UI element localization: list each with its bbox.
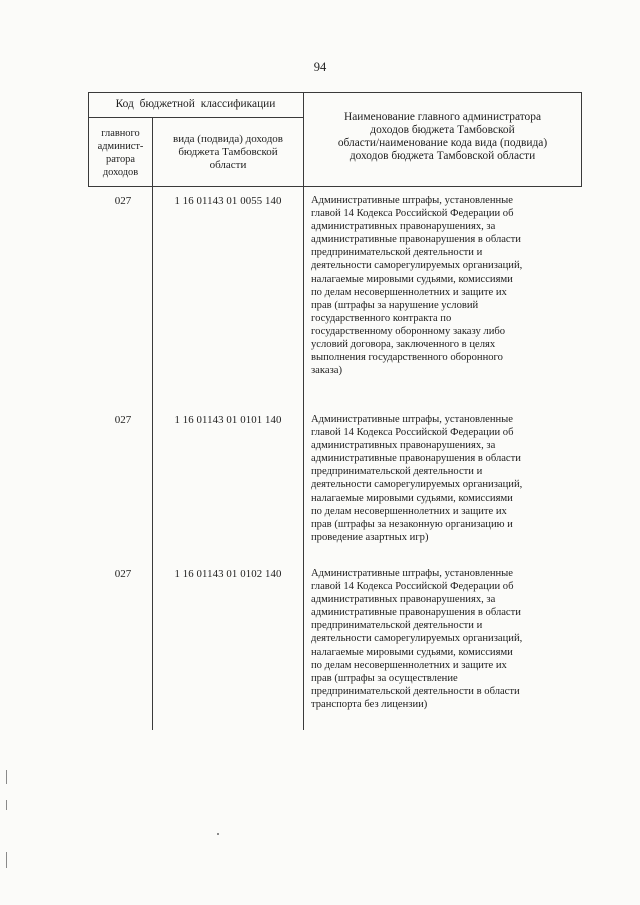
row-name-line: предпринимательской деятельности и: [311, 247, 483, 259]
row-name-line: главой 14 Кодекса Российской Федерации об: [311, 581, 514, 593]
row-name-line: предпринимательской деятельности в области: [311, 685, 520, 697]
row-name-line: государственному оборонному заказу либо: [311, 325, 506, 337]
header-col-admin-line: доходов: [102, 167, 139, 178]
row-name-line: предпринимательской деятельности и: [311, 620, 483, 632]
row-budget-code: 1 16 01143 01 0101 140: [174, 414, 282, 426]
row-name-line: деятельности саморегулируемых организаций,: [311, 260, 523, 272]
header-col-code-line: области: [209, 159, 247, 171]
row-name-line: Административные штрафы, установленные: [311, 414, 514, 425]
row-admin-code: 027: [114, 414, 132, 426]
header-col-admin-line: главного: [101, 128, 140, 139]
row-name: [311, 413, 581, 544]
row-budget-code: 1 16 01143 01 0102 140: [174, 568, 282, 580]
column-divider-name: [303, 92, 304, 730]
row-name-line: административные правонарушения в области: [311, 607, 521, 619]
scan-speck: [6, 800, 7, 810]
row-budget-code: 1 16 01143 01 0055 140: [174, 195, 282, 207]
row-name-line: проведение азартных игр): [311, 531, 429, 543]
header-col-admin-line: ратора: [106, 154, 135, 165]
scan-speck: [6, 770, 7, 784]
row-admin-code: 027: [114, 568, 132, 580]
row-name-line: административные правонарушения в области: [311, 234, 521, 246]
row-name-line: административных правонарушениях, за: [311, 594, 496, 606]
header-col-code-line: бюджета Тамбовской: [178, 146, 278, 158]
header-bottom-border: [88, 186, 581, 187]
row-name-line: прав (штрафы за осуществление: [311, 672, 458, 684]
row-name-line: налагаемые мировыми судьями, комиссиями: [311, 646, 513, 658]
row-name-line: прав (штрафы за незаконную организацию и: [311, 518, 513, 530]
header-col-name-line: доходов бюджета Тамбовской области: [349, 150, 536, 162]
header-col-code: [153, 133, 303, 172]
header-col-code-line: вида (подвида) доходов: [173, 133, 283, 145]
row-name: [311, 567, 581, 711]
page-number: 94: [313, 60, 327, 74]
header-col-name-line: Наименование главного администратора: [344, 111, 541, 123]
row-name-line: административных правонарушениях, за: [311, 221, 496, 233]
row-name-line: заказа): [311, 365, 342, 377]
row-name-line: Административные штрафы, установленные: [311, 568, 514, 579]
header-col-admin-line: админист-: [97, 141, 144, 152]
row-name-line: деятельности саморегулируемых организаций,: [311, 479, 523, 491]
row-name-line: налагаемые мировыми судьями, комиссиями: [311, 273, 513, 285]
row-name-line: налагаемые мировыми судьями, комиссиями: [311, 492, 513, 504]
row-name-line: предпринимательской деятельности и: [311, 466, 483, 478]
row-name-line: по делам несовершеннолетних и защите их: [311, 505, 507, 517]
table-top-border: [88, 92, 581, 93]
row-name-line: прав (штрафы за нарушение условий: [311, 299, 479, 311]
scan-speck: [6, 852, 7, 868]
row-name: [311, 194, 581, 377]
row-name-line: по делам несовершеннолетних и защите их: [311, 659, 507, 671]
row-name-line: по делам несовершеннолетних и защите их: [311, 286, 507, 298]
row-name-line: деятельности саморегулируемых организаций,: [311, 633, 523, 645]
header-col-name: [304, 111, 581, 163]
header-col-name-line: области/наименование кода вида (подвида): [337, 137, 548, 149]
row-name-line: Административные штрафы, установленные: [311, 195, 514, 206]
table-right-border: [581, 92, 582, 187]
row-name-line: административных правонарушениях, за: [311, 440, 496, 452]
row-name-line: выполнения государственного оборонного: [311, 352, 503, 364]
header-group-divider: [88, 117, 303, 118]
header-group-label: Код бюджетной классификации: [115, 98, 276, 110]
scan-speck: [217, 833, 219, 835]
row-name-line: главой 14 Кодекса Российской Федерации об: [311, 427, 514, 439]
row-name-line: главой 14 Кодекса Российской Федерации об: [311, 208, 514, 220]
row-name-line: административные правонарушения в области: [311, 453, 521, 465]
row-name-line: условий договора, заключенного в целях: [311, 339, 496, 351]
row-name-line: транспорта без лицензии): [311, 698, 428, 710]
column-divider-admin: [152, 117, 153, 730]
row-admin-code: 027: [114, 195, 132, 207]
header-col-name-line: доходов бюджета Тамбовской: [370, 124, 515, 136]
row-name-line: государственного контракта по: [311, 312, 452, 324]
header-col-admin: [89, 127, 152, 179]
